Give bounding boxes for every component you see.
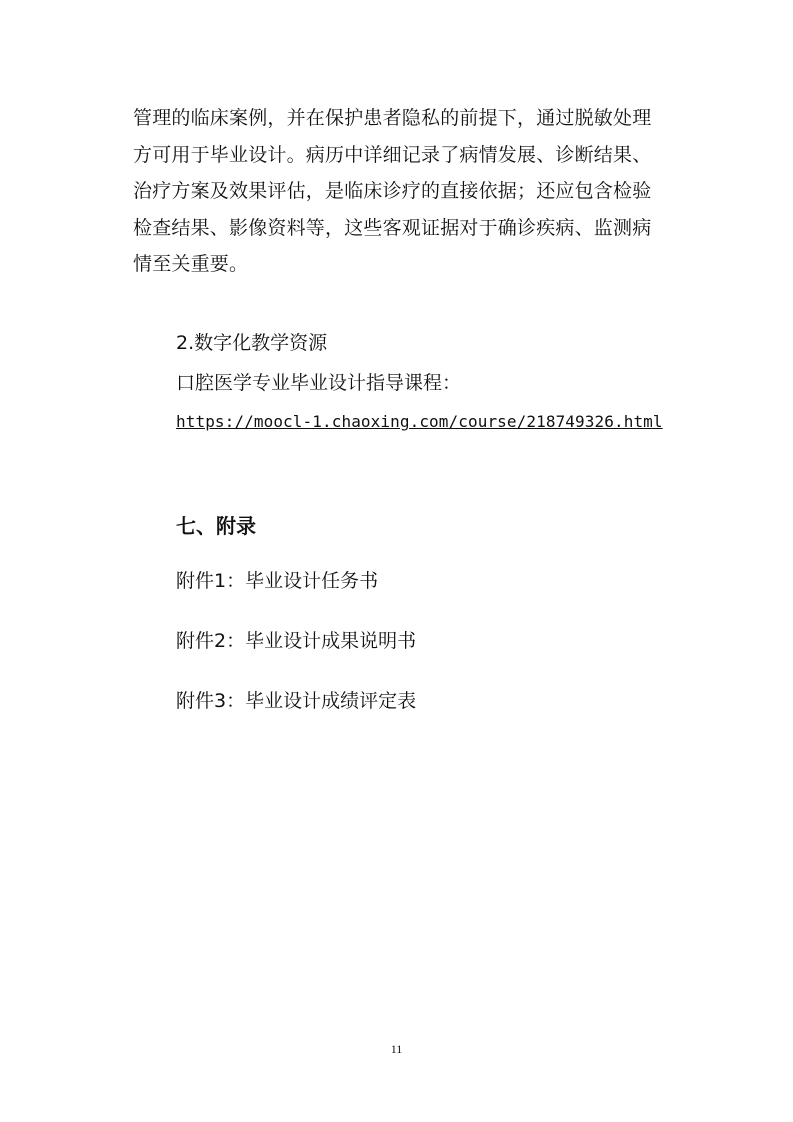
body-paragraph <box>133 100 703 283</box>
paragraph-line: 治疗方案及效果评估，是临床诊疗的直接依据；还应包含检验 <box>133 180 652 203</box>
subheading-digital-resources: 2.数字化教学资源 <box>176 332 328 354</box>
paragraph-line: 检查结果、影像资料等，这些客观证据对于确诊疾病、监测病 <box>133 216 652 239</box>
appendix-item-1: 附件1：毕业设计任务书 <box>176 570 379 592</box>
appendix-heading: 七、附录 <box>176 514 256 538</box>
paragraph-line: 管理的临床案例，并在保护患者隐私的前提下，通过脱敏处理 <box>133 107 652 129</box>
paragraph-line: 方可用于毕业设计。病历中详细记录了病情发展、诊断结果、 <box>133 143 652 166</box>
course-label: 口腔医学专业毕业设计指导课程： <box>176 372 462 394</box>
page-number: 11 <box>390 1042 403 1056</box>
paragraph-line: 情至关重要。 <box>133 253 249 276</box>
appendix-item-3: 附件3：毕业设计成绩评定表 <box>176 690 417 712</box>
course-link[interactable]: https://moocl-1.chaoxing.com/course/218749326.html <box>176 412 663 431</box>
appendix-item-2: 附件2：毕业设计成果说明书 <box>176 630 417 652</box>
